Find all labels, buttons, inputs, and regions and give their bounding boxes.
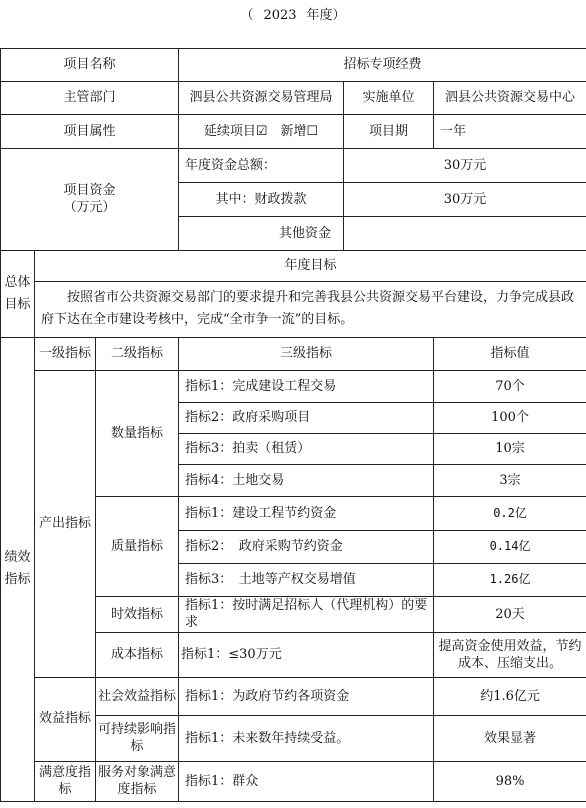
dept-label: 主管部门	[1, 81, 179, 114]
spacer-row	[1, 32, 586, 48]
year-value: 2023	[263, 8, 297, 23]
quantity-value: 70个	[434, 370, 586, 402]
cost-label: 成本指标	[96, 632, 179, 677]
social-label: 社会效益指标	[96, 677, 179, 715]
row-project-name	[1, 48, 586, 81]
goal-side-label: 总体目标	[1, 250, 35, 337]
quantity-value: 3宗	[434, 464, 586, 496]
period-value: 一年	[434, 114, 586, 148]
project-name: 招标专项经费	[179, 48, 586, 81]
dept-value: 泗县公共资源交易管理局	[179, 81, 344, 114]
year-header	[0, 0, 586, 32]
benefit-label: 效益指标	[35, 677, 96, 761]
quantity-value: 10宗	[434, 433, 586, 464]
fund-label-cell	[1, 148, 179, 250]
perf-col3: 三级指标	[179, 337, 434, 370]
social-name: 指标1：为政府节约各项资金	[179, 677, 434, 715]
perf-col2: 二级指标	[96, 337, 179, 370]
timely-value: 20天	[434, 596, 586, 632]
impl-label: 实施单位	[344, 81, 434, 114]
attr-label: 项目属性	[1, 114, 179, 148]
goal-text: 按照省市公共资源交易部门的要求提升和完善我县公共资源交易平台建设，力争完成县政府下达在全市建设考核中，完成“全市争一流”的目标。	[35, 281, 586, 337]
quantity-name: 指标3：拍卖（租赁）	[179, 433, 434, 464]
quantity-label: 数量指标	[96, 370, 179, 496]
service-label: 服务对象满意度指标	[96, 761, 179, 801]
quantity-value: 100个	[434, 402, 586, 433]
cost-value: 提高资金使用效益，节约成本、压缩支出。	[434, 632, 586, 677]
quality-name: 指标2： 政府采购节约资金	[179, 530, 434, 563]
quality-name: 指标3： 土地等产权交易增值	[179, 563, 434, 596]
quality-label: 质量指标	[96, 496, 179, 596]
quantity-name: 指标1：完成建设工程交易	[179, 370, 434, 402]
table-row	[1, 677, 586, 715]
goal-header: 年度目标	[35, 250, 586, 281]
quality-value: 1.26亿	[434, 563, 586, 596]
sustain-value: 效果显著	[434, 715, 586, 761]
year-suffix: 年度）	[306, 8, 346, 23]
fund-fiscal-label: 其中：财政拨款	[179, 182, 344, 216]
impl-value: 泗县公共资源交易中心	[434, 81, 586, 114]
row-perf-header	[1, 337, 586, 370]
table-row	[1, 370, 586, 402]
service-name: 指标1：群众	[179, 761, 434, 801]
year-prefix: （	[240, 8, 254, 23]
fund-fiscal-value: 30万元	[344, 182, 586, 216]
output-label: 产出指标	[35, 370, 96, 677]
row-department	[1, 81, 586, 114]
quality-value: 0.2亿	[434, 496, 586, 530]
quantity-name: 指标4：土地交易	[179, 464, 434, 496]
perf-side-label: 绩效指标	[1, 337, 35, 801]
perf-col4: 指标值	[434, 337, 586, 370]
timely-label: 时效指标	[96, 596, 179, 632]
sustain-name: 指标1：未来数年持续受益。	[179, 715, 434, 761]
service-value: 98%	[434, 761, 586, 801]
row-goal-header	[1, 250, 586, 281]
attr-value: 延续项目☑ 新增☐	[179, 114, 344, 148]
row-attribute	[1, 114, 586, 148]
period-label: 项目期	[344, 114, 434, 148]
row-goal-text	[1, 281, 586, 337]
fund-total-label: 年度资金总额：	[179, 148, 344, 182]
performance-table	[0, 32, 586, 802]
quality-name: 指标1：建设工程节约资金	[179, 496, 434, 530]
satisfaction-label: 满意度指标	[35, 761, 96, 801]
fund-label: 项目资金	[63, 183, 116, 198]
fund-unit: （万元）	[63, 200, 116, 215]
perf-col1: 一级指标	[35, 337, 96, 370]
project-name-label: 项目名称	[1, 48, 179, 81]
fund-total-value: 30万元	[344, 148, 586, 182]
table-row	[1, 761, 586, 801]
timely-name: 指标1：按时满足招标人（代理机构）的要求	[179, 596, 434, 632]
row-fund-total	[1, 148, 586, 182]
sustain-label: 可持续影响指标	[96, 715, 179, 761]
social-value: 约1.6亿元	[434, 677, 586, 715]
quality-value: 0.14亿	[434, 530, 586, 563]
quantity-name: 指标2：政府采购项目	[179, 402, 434, 433]
cost-name: 指标1：≤30万元	[179, 632, 434, 677]
fund-other-label: 其他资金	[179, 216, 344, 250]
fund-other-value	[344, 216, 586, 250]
